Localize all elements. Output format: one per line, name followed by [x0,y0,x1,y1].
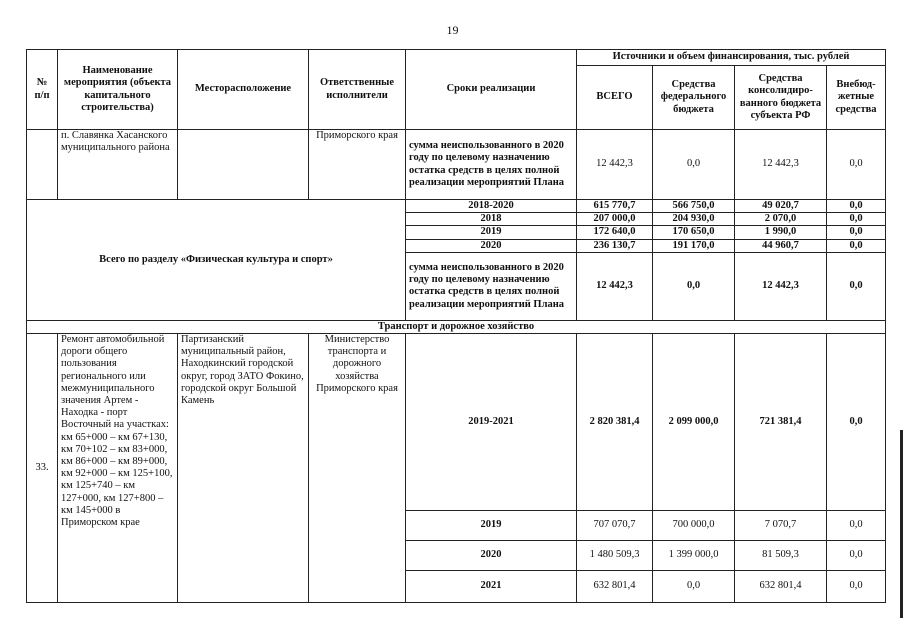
item33-federal: 700 000,0 [653,511,735,541]
total-regional: 12 442,3 [735,252,827,320]
header-responsible: Ответственные исполнители [309,50,406,130]
item33-responsible: Министерство транспорта и дорожного хозяйства Приморского края [309,334,406,603]
total-period: 2018 [406,213,577,226]
table-row [27,334,886,511]
table-row [27,130,886,200]
item33-offbudget: 0,0 [827,334,886,511]
financing-table [26,49,886,603]
header-period: Сроки реализации [406,50,577,130]
item33-total: 632 801,4 [577,571,653,603]
total-regional: 1 990,0 [735,226,827,239]
item33-regional: 632 801,4 [735,571,827,603]
item33-location: Партизанский муниципальный район, Находкинский городской округ, город ЗАТО Фокино, городской округ Большой Камень [178,334,309,603]
total-period: 2019 [406,226,577,239]
page-number: 19 [446,23,459,37]
total-sum: 236 130,7 [577,239,653,252]
item33-federal: 2 099 000,0 [653,334,735,511]
section-total-label: Всего по разделу «Физическая культура и спорт» [27,200,406,321]
total-period: сумма неиспользованного в 2020 году по целевому назначению остатка средств в целях полной реализации мероприятий Плана [406,252,577,320]
item33-period: 2020 [406,541,577,571]
total-sum: 12 442,3 [577,252,653,320]
header-name: Наименование мероприятия (объекта капитального строительства) [58,50,178,130]
total-federal: 170 650,0 [653,226,735,239]
row1-regional: 12 442,3 [735,130,827,200]
total-federal: 566 750,0 [653,200,735,213]
item33-regional: 721 381,4 [735,334,827,511]
total-federal: 191 170,0 [653,239,735,252]
total-regional: 49 020,7 [735,200,827,213]
table-row [27,200,886,213]
header-offbudget: Внебюд-жетные средства [827,66,886,130]
total-sum: 615 770,7 [577,200,653,213]
total-regional: 44 960,7 [735,239,827,252]
row1-federal: 0,0 [653,130,735,200]
header-total: ВСЕГО [577,66,653,130]
row1-name: п. Славянка Хасанского муниципального района [58,130,178,200]
header-regional: Средства консолидиро-ванного бюджета субъекта РФ [735,66,827,130]
header-no: № п/п [27,50,58,130]
item33-offbudget: 0,0 [827,511,886,541]
total-offbudget: 0,0 [827,239,886,252]
row1-period: сумма неиспользованного в 2020 году по целевому назначению остатка средств в целях полной реализации мероприятий Плана [406,130,577,200]
item33-total: 1 480 509,3 [577,541,653,571]
item33-offbudget: 0,0 [827,571,886,603]
row1-location [178,130,309,200]
row1-total: 12 442,3 [577,130,653,200]
item33-federal: 1 399 000,0 [653,541,735,571]
item33-name: Ремонт автомобильной дороги общего пользования регионального или межмуниципального значения Артем - Находка - порт Восточный на участках: км 65+000 – км 67+130, км 70+102 – км 83+000, км 86+000 – км 89+000, км 92+000 – км 125+100, км 125+740 – км 127+000, км 127+800 – км 145+000 в Приморском крае [58,334,178,603]
row1-offbudget: 0,0 [827,130,886,200]
total-federal: 204 930,0 [653,213,735,226]
total-period: 2018-2020 [406,200,577,213]
item33-federal: 0,0 [653,571,735,603]
scan-edge-mark [900,430,903,618]
total-federal: 0,0 [653,252,735,320]
row1-responsible: Приморского края [309,130,406,200]
header-row-1 [27,50,886,66]
item33-total: 707 070,7 [577,511,653,541]
section-row [27,320,886,333]
total-sum: 172 640,0 [577,226,653,239]
item33-period: 2019 [406,511,577,541]
section-transport-title: Транспорт и дорожное хозяйство [27,320,886,333]
total-offbudget: 0,0 [827,226,886,239]
item33-regional: 7 070,7 [735,511,827,541]
item33-period: 2021 [406,571,577,603]
total-offbudget: 0,0 [827,200,886,213]
item33-no: 33. [27,334,58,603]
item33-offbudget: 0,0 [827,541,886,571]
header-location: Месторасположение [178,50,309,130]
total-sum: 207 000,0 [577,213,653,226]
item33-total: 2 820 381,4 [577,334,653,511]
item33-period: 2019-2021 [406,334,577,511]
total-period: 2020 [406,239,577,252]
total-regional: 2 070,0 [735,213,827,226]
header-federal: Средства федерального бюджета [653,66,735,130]
row1-no [27,130,58,200]
header-sources: Источники и объем финансирования, тыс. рублей [577,50,886,66]
item33-regional: 81 509,3 [735,541,827,571]
total-offbudget: 0,0 [827,213,886,226]
total-offbudget: 0,0 [827,252,886,320]
